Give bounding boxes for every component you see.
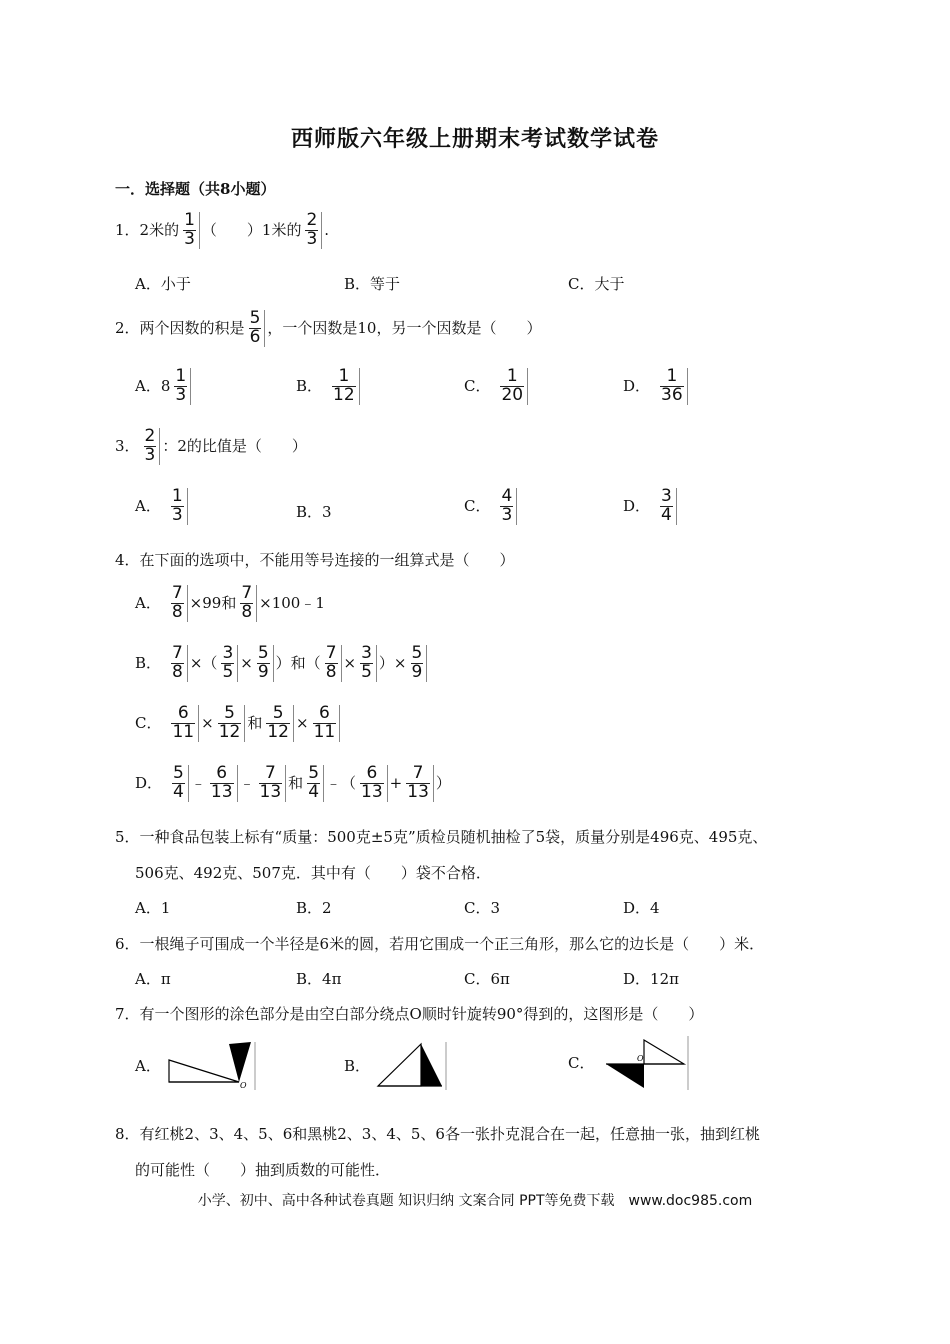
section-heading: 一．选择题（共8小题） — [115, 180, 276, 198]
option-c: C．3 — [464, 899, 501, 917]
fraction: $\frac{1}{20}$ — [498, 368, 528, 405]
option-b: B． $\frac{7}{8}$ ×（ $\frac{3}{5}$ × $\frac{5}{9}$ ）和（ $\frac{7}{8}$ × $\frac{3}{5}$ ）× $\frac{5}{9}$ — [135, 645, 429, 682]
option-d: D．12π — [623, 970, 679, 988]
option-a: A．小于 — [135, 275, 191, 293]
option-b: B．3 — [296, 503, 332, 521]
option-c: C． $\frac{6}{11}$ × $\frac{5}{12}$ 和 $\frac{5}{12}$ × $\frac{6}{11}$ — [135, 705, 342, 742]
question-4 — [115, 553, 515, 568]
question-text: ，一个因数是10，另一个因数是（ ） — [267, 318, 542, 337]
question-1 — [115, 212, 329, 249]
option-b: B． $\frac{1}{12}$ — [296, 368, 362, 405]
option-a: A． $\frac{7}{8}$ ×99和 $\frac{7}{8}$ ×100﹣1 — [135, 583, 325, 622]
option-d: D． $\frac{1}{36}$ — [623, 368, 690, 405]
option-c: C． $\frac{1}{20}$ — [464, 368, 530, 405]
option-d: D． $\frac{3}{4}$ — [623, 488, 679, 525]
fraction: $\frac{2}{3}$ — [303, 212, 322, 249]
question-text: 2米的 — [139, 220, 180, 239]
fraction: $\frac{3}{4}$ — [658, 488, 677, 525]
option-c: C．大于 — [568, 275, 625, 293]
fraction: $\frac{1}{3}$ — [172, 368, 191, 405]
option-a: A． $\frac{1}{3}$ — [135, 488, 190, 525]
rotation-figure-c — [600, 1034, 690, 1092]
option-a: A．1 — [135, 899, 171, 917]
question-5-cont: 506克、492克、507克．其中有（ ）袋不合格． — [135, 864, 491, 882]
rotation-figure-a — [167, 1040, 257, 1092]
question-text: . — [324, 220, 330, 239]
question-6: 6．一根绳子可围成一个半径是6米的圆，若用它围成一个正三角形，那么它的边长是（ ）米． — [115, 935, 765, 953]
fraction: $\frac{1}{36}$ — [658, 368, 688, 405]
fraction: $\frac{4}{3}$ — [498, 488, 517, 525]
question-number: 1． — [115, 220, 140, 239]
page-title: 西师版六年级上册期末考试数学试卷 — [290, 126, 659, 152]
page-footer: 小学、初中、高中各种试卷真题 知识归纳 文案合同 PPT等免费下载 www.doc985.com — [197, 1193, 753, 1209]
fraction: $\frac{5}{6}$ — [247, 310, 266, 347]
question-number: 4． — [115, 551, 140, 569]
question-text: （ ）1米的 — [201, 220, 302, 239]
option-a: A． O — [135, 1040, 257, 1092]
question-number: 2． — [115, 318, 140, 337]
option-c: C． $\frac{4}{3}$ — [464, 488, 519, 525]
fraction: $\frac{2}{3}$ — [142, 428, 161, 465]
option-d: D．4 — [623, 899, 660, 917]
option-d: D． $\frac{5}{4}$ ﹣ $\frac{6}{13}$ ﹣ $\frac{7}{13}$ 和 $\frac{5}{4}$ ﹣（ $\frac{6}{13}$ + $\frac{7}{13}$ ） — [135, 763, 451, 802]
option-c: C．6π — [464, 970, 510, 988]
option-a: A．π — [135, 970, 171, 988]
question-text: 两个因数的积是 — [139, 318, 245, 337]
question-8-cont: 的可能性（ ）抽到质数的可能性． — [135, 1161, 391, 1179]
question-5: 5．一种食品包装上标有“质量：500克±5克”质检员随机抽检了5袋，质量分别是496克、495克、 — [115, 828, 768, 846]
option-b: B． — [344, 1040, 448, 1092]
option-a: A． 8 $\frac{1}{3}$ — [135, 368, 193, 405]
option-b: B．等于 — [344, 275, 401, 293]
svg-text:O: O — [637, 1054, 645, 1063]
question-text: 在下面的选项中，不能用等号连接的一组算式是（ ） — [139, 551, 515, 569]
question-3 — [115, 428, 307, 465]
fraction: $\frac{1}{12}$ — [330, 368, 360, 405]
option-b: B．2 — [296, 899, 332, 917]
question-text: ：2的比值是（ ） — [162, 436, 307, 455]
fraction: $\frac{1}{3}$ — [181, 212, 200, 249]
question-2 — [115, 310, 541, 347]
question-7: 7．有一个图形的涂色部分是由空白部分绕点O顺时针旋转90°得到的，这图形是（ ） — [115, 1005, 704, 1023]
fraction: $\frac{1}{3}$ — [169, 488, 188, 525]
question-8: 8．有红桃2、3、4、5、6和黑桃2、3、4、5、6各一张扑克混合在一起，任意抽一张，抽到红桃 — [115, 1125, 760, 1143]
rotation-figure-b — [376, 1040, 448, 1092]
option-b: B．4π — [296, 970, 342, 988]
svg-text:O: O — [239, 1081, 247, 1090]
question-number: 3． — [115, 436, 140, 455]
option-c: C． O — [568, 1034, 690, 1092]
